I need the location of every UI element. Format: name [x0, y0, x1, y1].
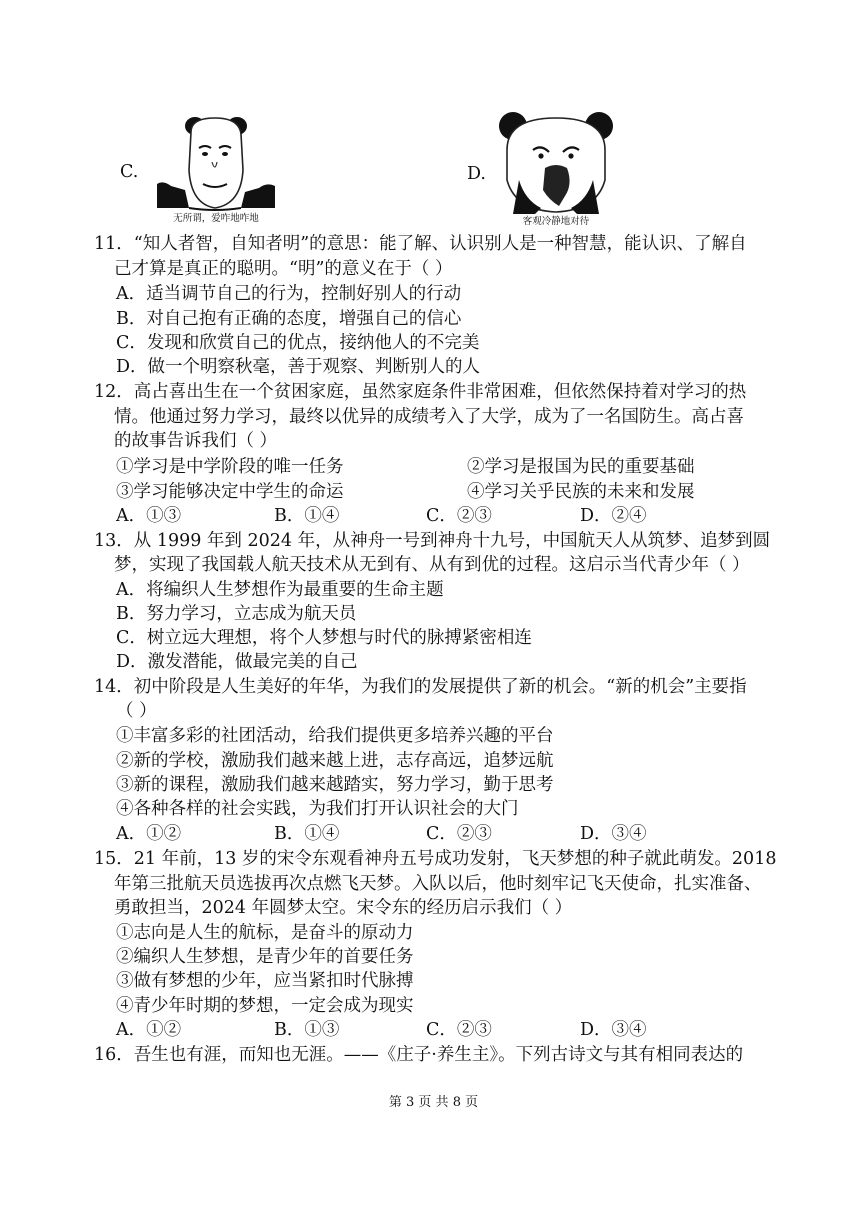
q12-stem-line1: 12．高占喜出生在一个贫困家庭，虽然家庭条件非常困难，但依然保持着对学习的热	[94, 382, 747, 402]
q16-stem-line1: 16．吾生也有涯，而知也无涯。——《庄子·养生主》。下列古诗文与其有相同表达的	[94, 1045, 744, 1065]
q14-choice-b: B．①④	[274, 824, 340, 844]
q12-stem-line2: 情。他通过努力学习，最终以优异的成绩考入了大学，成为了一名国防生。高占喜	[114, 407, 744, 427]
q15-statement-1: ①志向是人生的航标，是奋斗的原动力	[116, 923, 414, 943]
q12-choice-b: B．①④	[274, 506, 340, 526]
q11-stem-line2: 己才算是真正的聪明。“明”的意义在于（ ）	[114, 259, 453, 279]
q15-stem-line1: 15．21 年前，13 岁的宋令东观看神舟五号成功发射，飞天梦想的种子就此萌发。2018	[94, 849, 777, 869]
q13-stem-line1: 13．从 1999 年到 2024 年，从神舟一号到神舟十九号，中国航天人从筑梦、追梦到圆	[94, 531, 771, 551]
q14-stem-line1: 14．初中阶段是人生美好的年华，为我们的发展提供了新的机会。“新的机会”主要指	[94, 677, 747, 697]
q14-statement-1: ①丰富多彩的社团活动，给我们提供更多培养兴趣的平台	[116, 726, 554, 746]
q15-statement-4: ④青少年时期的梦想，一定会成为现实	[116, 996, 414, 1016]
q15-stem-line3: 勇敢担当，2024 年圆梦太空。宋令东的经历启示我们（ ）	[114, 898, 573, 918]
q14-statement-4: ④各种各样的社会实践，为我们打开认识社会的大门	[116, 799, 519, 819]
q12-statement-4: ④学习关乎民族的未来和发展	[467, 482, 695, 502]
q15-choice-d: D．③④	[580, 1020, 647, 1040]
q11-option-a: A．适当调节自己的行为，控制好别人的行动	[116, 284, 462, 304]
q13-option-a: A．将编织人生梦想作为最重要的生命主题	[116, 580, 444, 600]
q14-choice-d: D．③④	[580, 824, 647, 844]
q15-choice-c: C．②③	[426, 1020, 492, 1040]
q11-option-b: B．对自己抱有正确的态度，增强自己的信心	[116, 309, 462, 329]
q14-choice-a: A．①②	[116, 824, 182, 844]
q11-option-c: C．发现和欣赏自己的优点，接纳他人的不完美	[116, 333, 480, 353]
q15-stem-line2: 年第三批航天员选拔再次点燃飞天梦。入队以后，他时刻牢记飞天使命，扎实准备、	[114, 874, 762, 894]
image-caption-d: 客观冷静地对待	[522, 216, 590, 227]
q12-stem-line3: 的故事告诉我们（ ）	[114, 431, 278, 451]
q12-statement-3: ③学习能够决定中学生的命运	[116, 482, 344, 502]
panda-meme-c-image	[155, 112, 277, 226]
q13-option-d: D．激发潜能，做最完美的自己	[116, 652, 358, 672]
q13-option-c: C．树立远大理想，将个人梦想与时代的脉搏紧密相连	[116, 628, 532, 648]
q13-stem-line2: 梦，实现了我国载人航天技术从无到有、从有到优的过程。这启示当代青少年（ ）	[114, 555, 750, 575]
q14-statement-2: ②新的学校，激励我们越来越上进，志存高远，追梦远航	[116, 751, 554, 771]
q14-choice-c: C．②③	[426, 824, 492, 844]
image-option-d-label: D.	[467, 164, 486, 184]
q12-choice-c: C．②③	[426, 506, 492, 526]
image-caption-c: 无所谓，爱咋地咋地	[173, 213, 259, 224]
page-number-footer: 第 3 页 共 8 页	[388, 1095, 479, 1110]
q14-statement-3: ③新的课程，激励我们越来越踏实，努力学习，勤于思考	[116, 775, 554, 795]
q13-option-b: B．努力学习，立志成为航天员	[116, 604, 357, 624]
q12-choice-a: A．①③	[116, 506, 182, 526]
q15-choice-a: A．①②	[116, 1020, 182, 1040]
q14-stem-line2: （ ）	[116, 701, 157, 721]
image-option-c-label: C.	[120, 162, 139, 182]
q15-statement-3: ③做有梦想的少年，应当紧扣时代脉搏	[116, 971, 414, 991]
q12-statement-1: ①学习是中学阶段的唯一任务	[116, 457, 344, 477]
q12-statement-2: ②学习是报国为民的重要基础	[467, 457, 695, 477]
panda-meme-d-image	[497, 110, 615, 230]
q15-statement-2: ②编织人生梦想，是青少年的首要任务	[116, 947, 414, 967]
q11-option-d: D．做一个明察秋毫，善于观察、判断别人的人	[116, 357, 481, 377]
q12-choice-d: D．②④	[580, 506, 647, 526]
q11-stem-line1: 11．“知人者智，自知者明”的意思：能了解、认识别人是一种智慧，能认识、了解自	[94, 234, 747, 254]
q15-choice-b: B．①③	[274, 1020, 340, 1040]
